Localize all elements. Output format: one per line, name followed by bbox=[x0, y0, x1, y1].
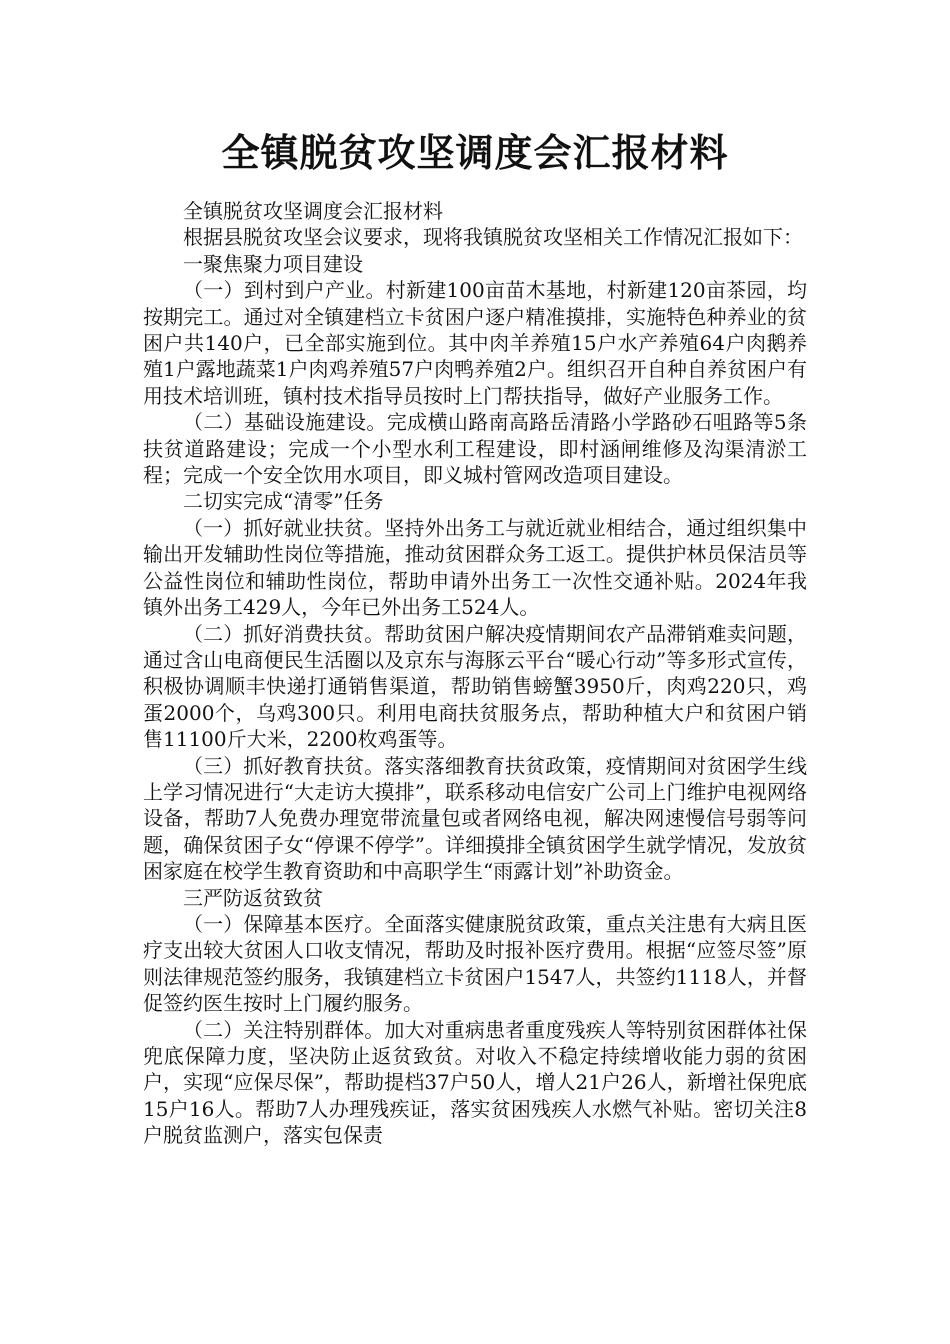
paragraph-3-2: （二）关注特别群体。加大对重病患者重度残疾人等特别贫困群体社保兜底保障力度，坚决防止返贫致贫。对收入不稳定持续增收能力弱的贫困户，实现“应保尽保”，帮助提档37户50人，增人21户26人，新增社保兜底15户16人。帮助7人办理残疾证，落实贫困残疾人水燃气补贴。密切关注8户脱贫监测户，落实包保责 bbox=[143, 1017, 807, 1148]
section-heading-2: 二切实完成“清零”任务 bbox=[183, 489, 384, 514]
section-heading-3: 三严防返贫致贫 bbox=[183, 885, 323, 910]
paragraph-2-3: （三）抓好教育扶贫。落实落细教育扶贫政策，疫情期间对贫困学生线上学习情况进行“大走访大摸排”，联系移动电信安广公司上门维护电视网络设备，帮助7人免费办理宽带流量包或者网络电视，解决网速慢信号弱等问题，确保贫困子女“停课不停学”。详细摸排全镇贫困学生就学情况，发放贫困家庭在校学生教育资助和中高职学生“雨露计划”补助资金。 bbox=[143, 753, 807, 884]
paragraph-2-2: （二）抓好消费扶贫。帮助贫困户解决疫情期间农产品滞销难卖问题，通过含山电商便民生活圈以及京东与海豚云平台“暖心行动”等多形式宣传，积极协调顺丰快递打通销售渠道，帮助销售螃蟹3950斤，肉鸡220只，鸡蛋2000个，乌鸡300只。利用电商扶贫服务点，帮助种植大户和贫困户销售11100斤大米，2200枚鸡蛋等。 bbox=[143, 621, 807, 752]
paragraph-1-1: （一）到村到户产业。村新建100亩苗木基地，村新建120亩茶园，均按期完工。通过对全镇建档立卡贫困户逐户精准摸排，实施特色种养业的贫困户共140户，已全部实施到位。其中肉羊养殖15户水产养殖64户肉鹅养殖1户露地蔬菜1户肉鸡养殖57户肉鸭养殖2户。组织召开自种自养贫困户有用技术培训班，镇村技术指导员按时上门帮扶指导，做好产业服务工作。 bbox=[143, 278, 807, 408]
document-body bbox=[143, 198, 807, 1149]
paragraph-1-2: （二）基础设施建设。完成横山路南高路岳清路小学路砂石咀路等5条扶贫道路建设；完成一个小型水利工程建设，即村涵闸维修及沟渠清淤工程；完成一个安全饮用水项目，即义城村管网改造项目建设。 bbox=[143, 410, 807, 488]
document-title: 全镇脱贫攻坚调度会汇报材料 bbox=[221, 131, 729, 175]
paragraph-subtitle: 全镇脱贫攻坚调度会汇报材料 bbox=[183, 199, 443, 223]
section-heading-1: 一聚焦聚力项目建设 bbox=[183, 251, 363, 276]
paragraph-2-1: （一）抓好就业扶贫。坚持外出务工与就近就业相结合，通过组织集中输出开发辅助性岗位等措施，推动贫困群众务工返工。提供护林员保洁员等公益性岗位和辅助性岗位，帮助申请外出务工一次性交通补贴。2024年我镇外出务工429人，今年已外出务工524人。 bbox=[143, 515, 807, 620]
paragraph-intro: 根据县脱贫攻坚会议要求，现将我镇脱贫攻坚相关工作情况汇报如下： bbox=[183, 225, 803, 250]
paragraph-3-1: （一）保障基本医疗。全面落实健康脱贫政策，重点关注患有大病且医疗支出较大贫困人口收支情况，帮助及时报补医疗费用。根据“应签尽签”原则法律规范签约服务，我镇建档立卡贫困户1547人，共签约1118人，并督促签约医生按时上门履约服务。 bbox=[143, 911, 807, 1016]
